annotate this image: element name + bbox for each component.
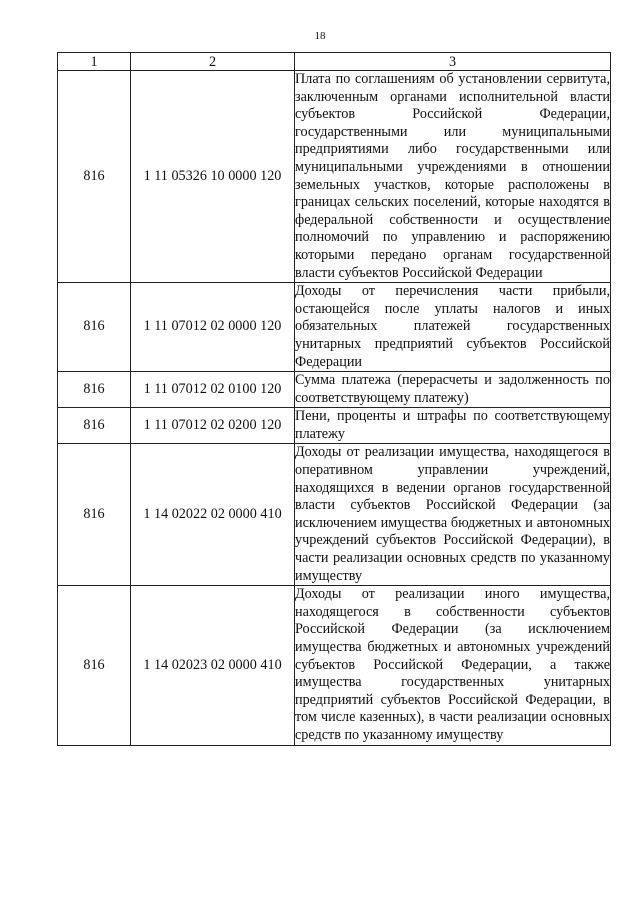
table-header-row <box>58 53 611 71</box>
budget-code-cell: 1 14 02023 02 0000 410 <box>131 586 295 745</box>
column-header-3: 3 <box>295 53 611 71</box>
budget-code-cell: 1 11 07012 02 0000 120 <box>131 283 295 372</box>
table-row <box>58 408 611 444</box>
table-row <box>58 71 611 283</box>
admin-code-cell: 816 <box>58 408 131 444</box>
budget-code-cell: 1 11 07012 02 0200 120 <box>131 408 295 444</box>
description-cell: Пени, проценты и штрафы по соответствующему платежу <box>295 408 611 444</box>
budget-code-cell: 1 14 02022 02 0000 410 <box>131 444 295 586</box>
description-cell: Доходы от реализации имущества, находящегося в оперативном управлении учреждений, находящихся в ведении органов государственной власти субъектов Российской Федерации (за исключением имущества бюджетных и автономных учреждений субъектов Российской Федерации), в части реализации основных средств по указанному имуществу <box>295 444 611 586</box>
admin-code-cell: 816 <box>58 444 131 586</box>
admin-code-cell: 816 <box>58 283 131 372</box>
admin-code-cell: 816 <box>58 372 131 408</box>
page-number: 18 <box>314 30 326 42</box>
admin-code-cell: 816 <box>58 71 131 283</box>
table-row <box>58 283 611 372</box>
budget-code-cell: 1 11 05326 10 0000 120 <box>131 71 295 283</box>
description-cell: Доходы от перечисления части прибыли, остающейся после уплаты налогов и иных обязательных платежей государственных унитарных предприятий субъектов Российской Федерации <box>295 283 611 372</box>
revenue-codes-table <box>57 52 611 746</box>
admin-code-cell: 816 <box>58 586 131 745</box>
table-row <box>58 444 611 586</box>
description-cell: Сумма платежа (перерасчеты и задолженность по соответствующему платежу) <box>295 372 611 408</box>
description-cell: Плата по соглашениям об установлении сервитута, заключенным органами исполнительной власти субъектов Российской Федерации, государственными или муниципальными предприятиями либо государственными или муниципальными учреждениями в отношении земельных участков, которые расположены в границах сельских поселений, которые находятся в федеральной собственности и осуществление полномочий по управлению и распоряжению которыми передано органам государственной власти субъектов Российской Федерации <box>295 71 611 283</box>
table-row <box>58 586 611 745</box>
table-row <box>58 372 611 408</box>
column-header-1: 1 <box>58 53 131 71</box>
budget-code-cell: 1 11 07012 02 0100 120 <box>131 372 295 408</box>
column-header-2: 2 <box>131 53 295 71</box>
description-cell: Доходы от реализации иного имущества, находящегося в собственности субъектов Российской Федерации (за исключением имущества бюджетных и автономных учреждений субъектов Российской Федерации, а также имущества государственных унитарных предприятий субъектов Российской Федерации, в том числе казенных), в части реализации основных средств по указанному имуществу <box>295 586 611 745</box>
